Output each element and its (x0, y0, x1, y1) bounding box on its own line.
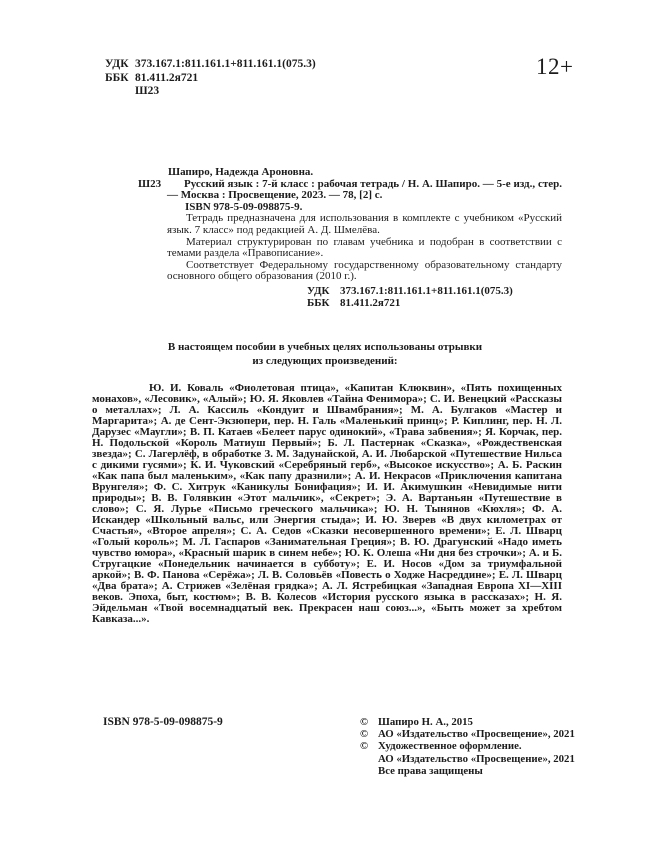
copyright-text: АО «Издательство «Просвещение», 2021 (378, 752, 575, 765)
copyright-icon: © (360, 716, 369, 728)
copyright-icon: © (360, 728, 369, 741)
copyright-line (360, 765, 575, 777)
udk-label: УДК (307, 284, 330, 297)
udk-value: 373.167.1:811.161.1+811.161.1(075.3) (135, 58, 316, 70)
copyright-text: Шапиро Н. А., 2015 (378, 716, 473, 728)
entry-code: Ш23 (138, 177, 162, 190)
age-rating-badge: 12+ (536, 54, 574, 79)
copyright-line (360, 728, 575, 740)
bbk-line (105, 72, 316, 86)
copyright-text: АО «Издательство «Просвещение», 2021 (378, 728, 575, 741)
copyright-line (360, 753, 575, 765)
bbk-label: ББК (307, 296, 330, 309)
author-sign-line (105, 85, 316, 99)
annotation-paragraph: Материал структурирован по главам учебника и подобран в соответствии с темами раздела «Правописание». (167, 235, 562, 260)
bbk-value: 81.411.2я721 (135, 71, 199, 84)
bbk-line-repeat (307, 298, 562, 310)
author-sign: Ш23 (135, 85, 160, 97)
udk-value: 373.167.1:811.161.1+811.161.1(075.3) (340, 284, 513, 297)
annotation-paragraph: Соответствует Федеральному государственному образовательному стандарту основного общего образования (2010 г.). (167, 258, 562, 283)
sources-heading-line1: В настоящем пособии в учебных целях использованы отрывки (167, 341, 483, 353)
copyright-icon: © (360, 740, 369, 753)
copyright-text: Все права защищены (378, 764, 483, 777)
sources-heading-line2: из следующих произведений: (252, 354, 398, 367)
isbn-line: ISBN 978-5-09-098875-9. (185, 200, 303, 213)
author-heading: Шапиро, Надежда Ароновна. (168, 166, 314, 178)
udk-line-repeat (307, 286, 562, 298)
catalog-card (138, 167, 562, 309)
bbk-value: 81.411.2я721 (340, 296, 401, 309)
udk-label: УДК (105, 58, 129, 70)
copyright-text: Художественное оформление. (378, 740, 522, 753)
annotation (138, 213, 562, 283)
top-classification-codes (105, 58, 316, 99)
udk-line (105, 58, 316, 72)
annotation-paragraph: Тетрадь предназначена для использования в комплекте с учебником «Русский язык. 7 класс» под редакцией А. Д. Шмелёва. (167, 212, 562, 236)
bbk-label: ББК (105, 71, 129, 84)
repeat-classification-codes (307, 286, 562, 309)
copyright-line (360, 740, 575, 752)
copyright-block (360, 716, 575, 777)
bibliographic-description: Русский язык : 7-й класс : рабочая тетрадь / Н. А. Шапиро. — 5-е изд., стер. — Москва : Просвещение, 2023. — 78, [2] с. (167, 177, 562, 202)
footer-isbn: ISBN 978-5-09-098875-9 (103, 716, 223, 728)
bibliographic-entry (138, 179, 562, 202)
sources-heading (0, 341, 650, 368)
used-works-paragraph: Ю. И. Коваль «Фиолетовая птица», «Капитан Клюквин», «Пять похищенных монахов», «Лесовик», «Алый»; Ю. Я. Яковлев «Тайна Фенимора»; С. И. Венецкий «Рассказы о металлах»; Л. А. Кассиль «Кондуит и Швамбрания»; М. А. Булгаков «Мастер и Маргарита»; А. де Сент-Экзюпери, пер. Н. Галь «Маленький принц»; Р. Киплинг, пер. Н. Л. Дарузес «Маугли»; В. П. Катаев «Белеет парус одинокий», «Трава забвения»; Я. Корчак, пер. Н. Подольской «Король Матиуш Первый»; Б. Л. Пастернак «Сказка», «Рождественская звезда»; С. Лагерлёф, в обработке З. М. Задунайской, А. И. Любарской «Путешествие Нильса с дикими гусями»; К. И. Чуковский «Серебряный герб», «Высокое искусство»; А. Б. Раскин «Как папа был маленьким», «Как папу дразнили»; А. И. Некрасов «Приключения капитана Врунгеля»; Ф. С. Хитрук «Каникулы Бонифация»; И. И. Акимушкин «Невидимые нити природы»; В. В. Голявкин «Этот мальчик», «Секрет»; Э. А. Вартаньян «Путешествие в слово»; С. Я. Лурье «Письмо греческого мальчика»; Ю. Н. Тынянов «Кюхля»; Ф. А. Искандер «Школьный вальс, или Энергия стыда»; И. Ю. Зверев «В двух километрах от Счастья», «Второе апреля»; С. А. Седов «Сказки несовершенного времени»; Е. Л. Шварц «Голый король»; М. Л. Гаспаров «Занимательная Греция»; В. Ю. Драгунский «Надо иметь чувство юмора», «Красный шарик в синем небе»; Ю. К. Олеша «Ни дня без строчки»; А. и Б. Стругацкие «Понедельник начинается в субботу»; Е. И. Носов «Дом за триумфальной аркой»; В. Ф. Панова «Серёжа»; Л. В. Соловьёв «Повесть о Ходже Насреддине»; Е. Л. Шварц «Два брата»; А. Стрижев «Зелёная грядка»; А. Л. Ястребицкая «Западная Европа XI—XIII веков. Эпоха, быт, костюм»; В. В. Колесов «История русского языка в рассказах»; Н. Я. Эйдельман «Твой восемнадцатый век. Прекрасен наш союз...», «Быть может за хребтом Кавказа...». (92, 382, 562, 625)
copyright-line (360, 716, 575, 728)
